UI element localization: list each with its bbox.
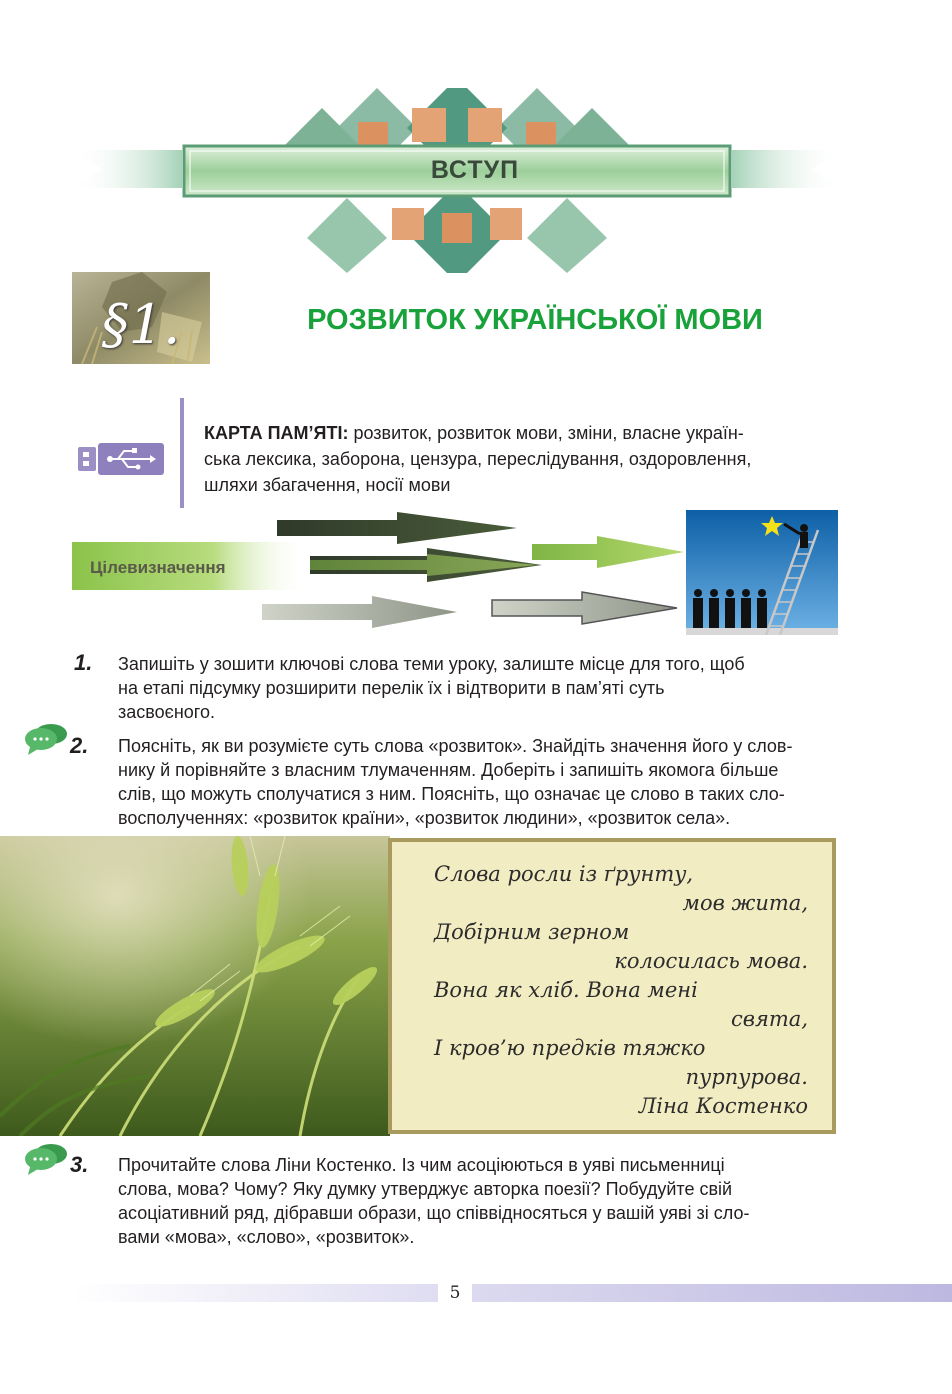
task-line: нику й порівняйте з власним тлумаченням. Доберіть і запишіть якомога більше	[118, 760, 779, 780]
goal-setting-label: Цілевизначення	[90, 558, 226, 577]
memory-map	[204, 420, 844, 498]
poem-line: колосилась мова.	[614, 949, 808, 973]
task-number: 2.	[70, 733, 89, 758]
footer-bar	[72, 1284, 952, 1302]
chat-bubbles-icon	[24, 723, 68, 755]
poem-line: Слова росли із ґрунту,	[434, 862, 694, 886]
poem-line: мов жита,	[682, 891, 808, 915]
task-1-text	[118, 652, 840, 724]
poem-line: Вона як хліб. Вона мені	[434, 978, 698, 1002]
poem-box	[388, 838, 836, 1134]
memory-map-divider	[180, 398, 184, 508]
usb-icon	[78, 443, 164, 475]
task-line: слова, мова? Чому? Яку думку утверджує авторка поезії? Побудуйте свій	[118, 1179, 733, 1199]
poem-author: Ліна Костенко	[638, 1094, 808, 1118]
task-line: на етапі підсумку розширити перелік їх і відтворити в пам’яті суть	[118, 678, 665, 698]
task-line: асоціативний ряд, дібравши образи, що співвідносяться у вашій уяві зі сло-	[118, 1203, 750, 1223]
memory-map-label: КАРТА ПАМ’ЯТІ:	[204, 423, 349, 443]
task-line: слів, що можуть сполучатися з ним. Поясніть, що означає це слово в таких сло-	[118, 784, 785, 804]
page-number: 5	[438, 1280, 472, 1306]
poem-line: пурпурова.	[685, 1065, 808, 1089]
task-2-text	[118, 734, 840, 830]
task-line: восполученнях: «розвиток країни», «розвиток людини», «розвиток села».	[118, 808, 731, 828]
chat-bubbles-icon	[24, 1143, 68, 1175]
memory-map-keywords-line: розвиток, розвиток мови, зміни, власне україн-	[348, 423, 744, 443]
task-number: 3.	[70, 1152, 89, 1177]
task-line: Поясніть, як ви розумієте суть слова «розвиток». Знайдіть значення його у слов-	[118, 736, 793, 756]
poem-line: Добірним зерном	[434, 920, 630, 944]
task-line: Прочитайте слова Ліни Костенко. Із чим асоціюються в уяві письменниці	[118, 1155, 725, 1175]
poem-line: свята,	[731, 1007, 808, 1031]
task-number: 1.	[74, 650, 93, 675]
task-line: засвоєного.	[118, 702, 215, 722]
section-header-title: ВСТУП	[430, 156, 520, 184]
memory-map-keywords-line: ська лексика, заборона, цензура, переслідування, оздоровлення,	[204, 449, 752, 469]
task-line: вами «мова», «слово», «розвиток».	[118, 1227, 415, 1247]
ladder-to-star-image	[686, 510, 838, 635]
paragraph-number: §1.	[101, 293, 181, 356]
lesson-title: РОЗВИТОК УКРАЇНСЬКОЇ МОВИ	[307, 304, 763, 336]
memory-map-keywords-line: шляхи збагачення, носії мови	[204, 475, 451, 495]
poem-line: І кров’ю предків тяжко	[434, 1036, 706, 1060]
task-line: Запишіть у зошити ключові слова теми уроку, залиште місце для того, щоб	[118, 654, 745, 674]
wheat-field-image	[0, 836, 390, 1136]
task-3-text	[118, 1153, 840, 1249]
